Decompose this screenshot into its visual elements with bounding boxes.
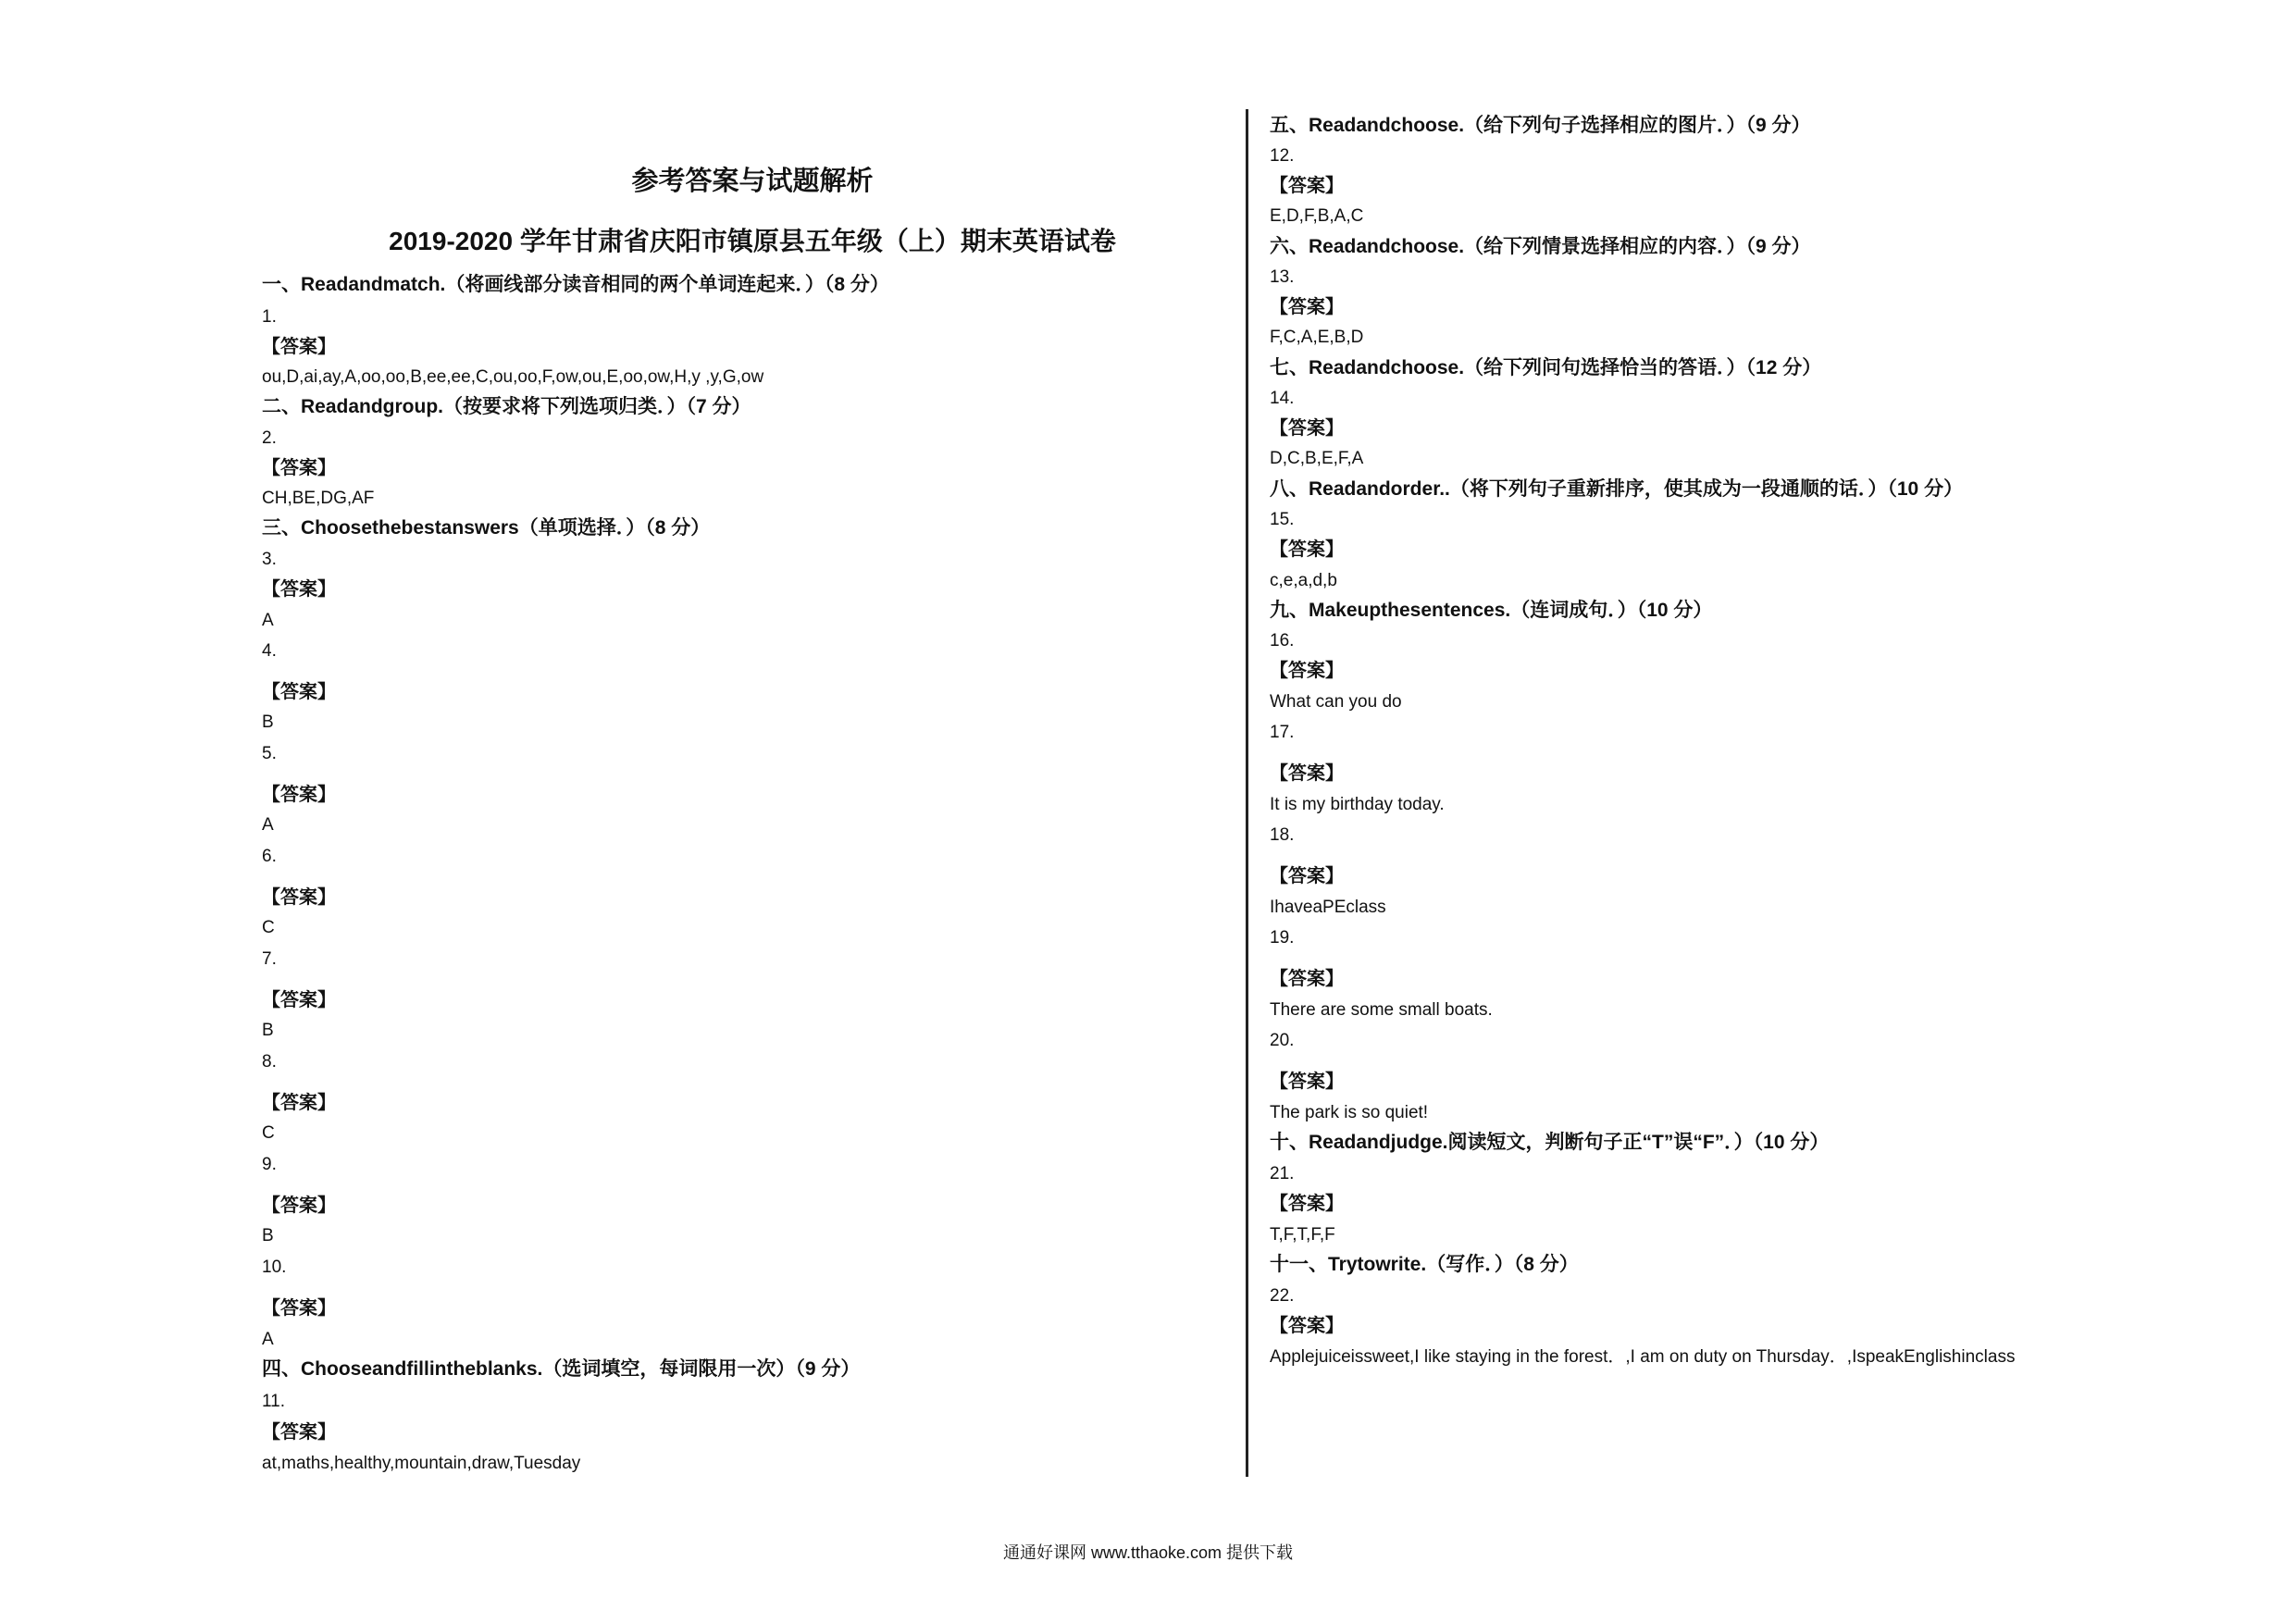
answer-label: 【答案】 [262, 990, 336, 1010]
question-number: 16. [1270, 631, 1295, 650]
section-heading: 一、Readandmatch.（将画线部分读音相同的两个单词连起来．）（8 分） [262, 274, 889, 295]
answer-value: The park is so quiet! [1270, 1103, 1429, 1122]
answer-value: There are some small boats. [1270, 1000, 1493, 1020]
answer-label: 【答案】 [1270, 418, 1344, 439]
answer-value: B [262, 712, 274, 732]
question-number: 8. [262, 1052, 277, 1072]
question-number: 1. [262, 307, 277, 327]
question-number: 14. [1270, 389, 1295, 408]
answer-value: C [262, 918, 275, 937]
footer-credit: 通通好课网 www.tthaoke.com 提供下载 [1002, 1543, 1294, 1562]
answer-value: It is my birthday today. [1270, 795, 1445, 814]
answer-value: A [262, 1330, 274, 1349]
answer-label: 【答案】 [262, 337, 336, 357]
answer-label: 【答案】 [1270, 661, 1344, 681]
answer-value: F,C,A,E,B,D [1270, 328, 1364, 347]
answer-label: 【答案】 [262, 1093, 336, 1113]
question-number: 10. [262, 1258, 287, 1277]
answer-value: C [262, 1123, 275, 1143]
answer-label: 【答案】 [1270, 866, 1344, 886]
section-heading: 十、Readandjudge.阅读短文，判断句子正“T”误“F”．）（10 分） [1270, 1132, 1830, 1153]
question-number: 19. [1270, 928, 1295, 948]
answer-value: E,D,F,B,A,C [1270, 206, 1364, 226]
answer-label: 【答案】 [1270, 1072, 1344, 1092]
answer-label: 【答案】 [1270, 297, 1344, 317]
column-divider [1246, 109, 1248, 1477]
question-number: 12. [1270, 146, 1295, 166]
answer-value: at,maths,healthy,mountain,draw,Tuesday [262, 1454, 581, 1473]
answer-label: 【答案】 [262, 458, 336, 478]
answer-label: 【答案】 [262, 579, 336, 600]
answer-value: Applejuiceissweet,I like staying in the forest．,I am on duty on Thursday．,IspeakEnglishinclass [1270, 1347, 2016, 1367]
answer-value: IhaveaPEclass [1270, 898, 1386, 917]
answer-value: D,C,B,E,F,A [1270, 449, 1364, 468]
question-number: 5. [262, 744, 277, 763]
section-heading: 七、Readandchoose.（给下列问句选择恰当的答语．）（12 分） [1270, 357, 1822, 378]
answer-label: 【答案】 [262, 1298, 336, 1319]
answer-value: T,F,T,F,F [1270, 1225, 1335, 1245]
section-heading: 四、Chooseandfillintheblanks.（选词填空，每词限用一次）（9 分） [262, 1358, 861, 1380]
answer-value: c,e,a,d,b [1270, 571, 1337, 590]
answer-label: 【答案】 [1270, 176, 1344, 196]
answer-label: 【答案】 [262, 785, 336, 805]
answer-value: A [262, 611, 274, 630]
page-title: 参考答案与试题解析 [631, 167, 874, 196]
section-heading: 三、Choosethebestanswers（单项选择．）（8 分） [262, 517, 711, 539]
question-number: 6. [262, 847, 277, 866]
answer-label: 【答案】 [1270, 1316, 1344, 1336]
question-number: 11. [262, 1392, 286, 1411]
section-heading: 八、Readandorder..（将下列句子重新排序，使其成为一段通顺的话．）（10 分） [1270, 478, 1964, 500]
section-heading: 十一、Trytowrite.（写作．）（8 分） [1270, 1254, 1579, 1275]
answer-value: A [262, 815, 274, 835]
question-number: 4. [262, 641, 277, 661]
exam-subtitle: 2019-2020 学年甘肃省庆阳市镇原县五年级（上）期末英语试卷 [389, 227, 1116, 255]
question-number: 17. [1270, 723, 1295, 742]
answer-label: 【答案】 [262, 1422, 336, 1443]
question-number: 13. [1270, 267, 1295, 287]
section-heading: 六、Readandchoose.（给下列情景选择相应的内容．）（9 分） [1270, 236, 1811, 257]
question-number: 21. [1270, 1164, 1295, 1183]
section-heading: 五、Readandchoose.（给下列句子选择相应的图片．）（9 分） [1270, 115, 1811, 136]
section-heading: 二、Readandgroup.（按要求将下列选项归类．）（7 分） [262, 396, 751, 417]
answer-label: 【答案】 [1270, 1194, 1344, 1214]
question-number: 9. [262, 1155, 277, 1174]
question-number: 15. [1270, 510, 1295, 529]
answer-label: 【答案】 [262, 887, 336, 908]
answer-label: 【答案】 [1270, 539, 1344, 560]
answer-value: B [262, 1226, 274, 1245]
question-number: 7. [262, 949, 277, 969]
question-number: 20. [1270, 1031, 1295, 1050]
section-heading: 九、Makeupthesentences.（连词成句．）（10 分） [1270, 600, 1713, 621]
question-number: 2. [262, 428, 277, 448]
question-number: 3. [262, 550, 277, 569]
answer-label: 【答案】 [1270, 763, 1344, 784]
answer-value: B [262, 1021, 274, 1040]
answer-label: 【答案】 [262, 682, 336, 702]
answer-label: 【答案】 [262, 1196, 336, 1216]
answer-label: 【答案】 [1270, 969, 1344, 989]
question-number: 22. [1270, 1286, 1295, 1306]
question-number: 18. [1270, 825, 1295, 845]
answer-value: What can you do [1270, 692, 1402, 712]
answer-value: CH,BE,DG,AF [262, 489, 375, 508]
answer-value: ou,D,ai,ay,A,oo,oo,B,ee,ee,C,ou,oo,F,ow,ou,E,oo,ow,H,y ,y,G,ow [262, 367, 764, 387]
